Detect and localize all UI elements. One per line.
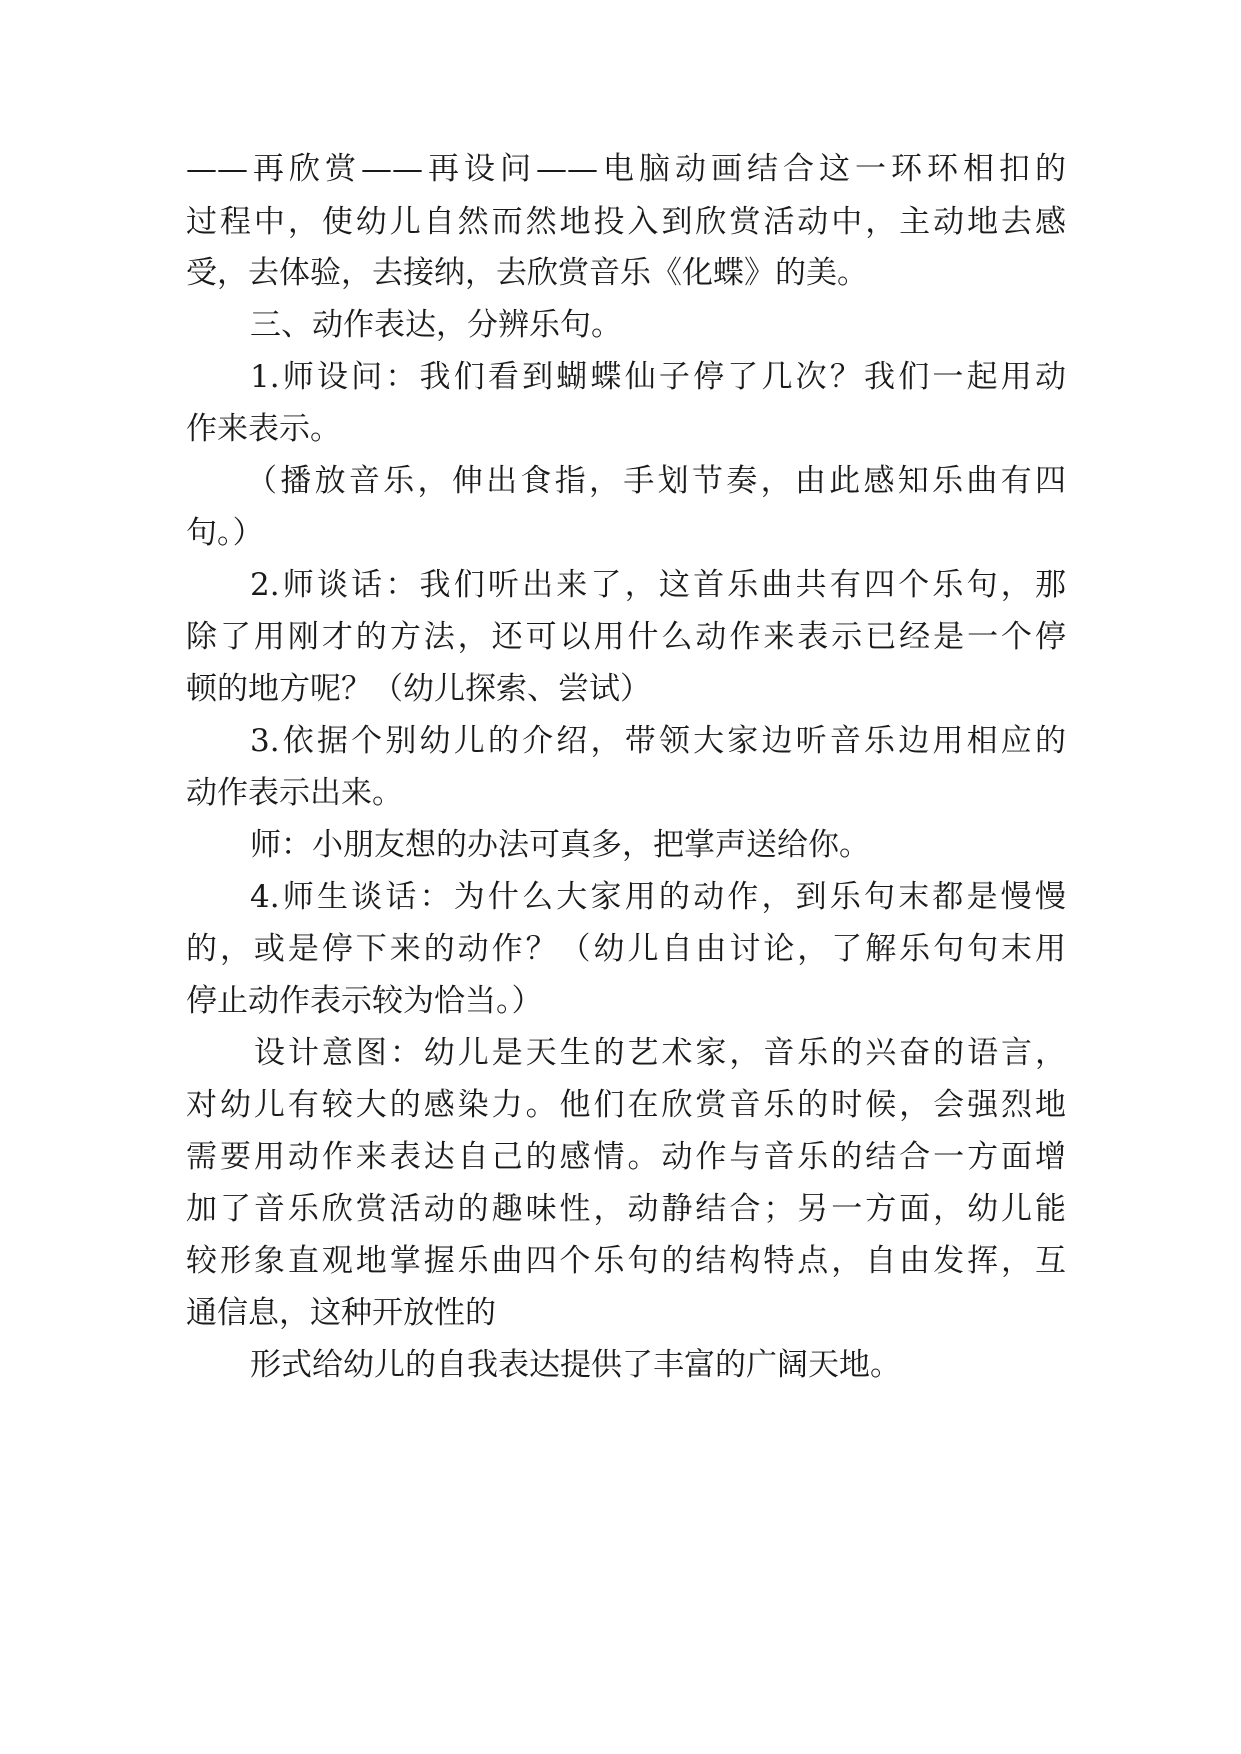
text-line: 3.依据个别幼儿的介绍，带领大家边听音乐边用相应的 xyxy=(250,723,1066,759)
text-line: （播放音乐，伸出食指，手划节奏，由此感知乐曲有四 xyxy=(246,463,1066,499)
text-line: 2.师谈话：我们听出来了，这首乐曲共有四个乐句，那 xyxy=(250,567,1066,603)
text-line: 加了音乐欣赏活动的趣味性，动静结合；另一方面，幼儿能 xyxy=(186,1191,1066,1227)
text-line: 师：小朋友想的办法可真多，把掌声送给你。 xyxy=(250,827,870,863)
text-line: 较形象直观地掌握乐曲四个乐句的结构特点，自由发挥，互 xyxy=(186,1243,1066,1279)
section-heading: 三、动作表达，分辨乐句。 xyxy=(250,307,622,343)
text-line: 需要用动作来表达自己的感情。动作与音乐的结合一方面增 xyxy=(186,1139,1066,1175)
text-line: 形式给幼儿的自我表达提供了丰富的广阔天地。 xyxy=(250,1347,901,1383)
text-line: 过程中，使幼儿自然而然地投入到欣赏活动中，主动地去感 xyxy=(186,204,1066,240)
text-line: 除了用刚才的方法，还可以用什么动作来表示已经是一个停 xyxy=(186,619,1066,655)
text-line: 对幼儿有较大的感染力。他们在欣赏音乐的时候，会强烈地 xyxy=(186,1087,1066,1123)
text-line: 的，或是停下来的动作？（幼儿自由讨论，了解乐句句末用 xyxy=(186,931,1066,967)
text-line: ——再欣赏——再设问——电脑动画结合这一环环相扣的 xyxy=(186,151,1066,187)
text-line: 设计意图：幼儿是天生的艺术家，音乐的兴奋的语言， xyxy=(254,1035,1066,1071)
text-line: 作来表示。 xyxy=(186,411,341,447)
text-line: 顿的地方呢？（幼儿探索、尝试） xyxy=(186,671,651,707)
text-line: 1.师设问：我们看到蝴蝶仙子停了几次？我们一起用动 xyxy=(250,359,1066,395)
text-line: 4.师生谈话：为什么大家用的动作，到乐句末都是慢慢 xyxy=(250,879,1066,915)
text-line: 受，去体验，去接纳，去欣赏音乐《化蝶》的美。 xyxy=(186,255,868,291)
text-line: 停止动作表示较为恰当。） xyxy=(186,983,543,1019)
text-line: 动作表示出来。 xyxy=(186,775,403,811)
text-line: 通信息，这种开放性的 xyxy=(186,1295,496,1331)
text-line: 句。） xyxy=(186,515,264,551)
